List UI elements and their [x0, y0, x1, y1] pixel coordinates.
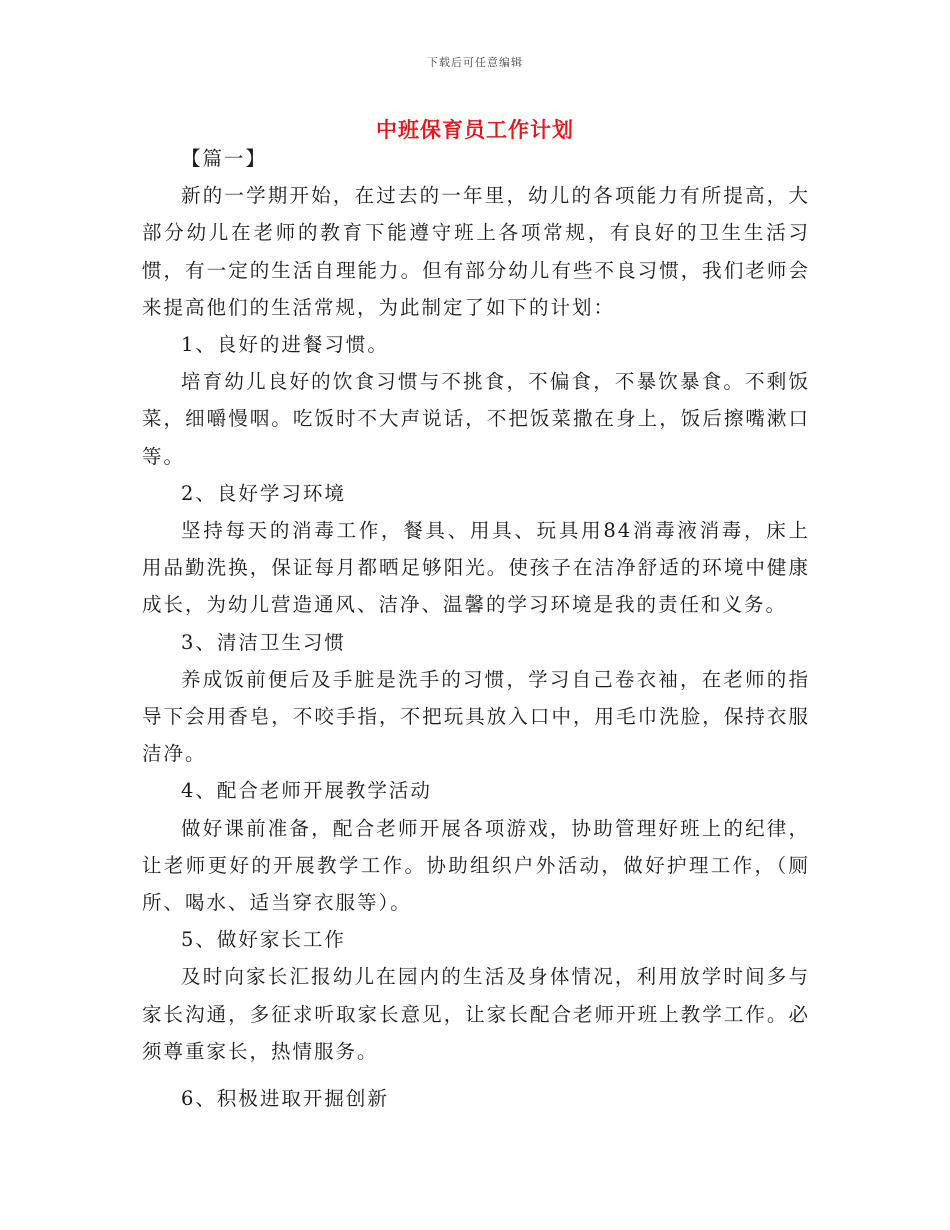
section-body-4: 做好课前准备，配合老师开展各项游戏，协助管理好班上的纪律，让老师更好的开展教学工作。协助组织户外活动，做好护理工作，（厕所、喝水、适当穿衣服等）。 [142, 816, 810, 915]
section-heading-2: 2、良好学习环境 [181, 481, 346, 505]
part-tag: 【篇一】 [181, 147, 268, 170]
intro-paragraph: 新的一学期开始，在过去的一年里，幼儿的各项能力有所提高，大部分幼儿在老师的教育下能遵守班上各项常规，有良好的卫生生活习惯，有一定的生活自理能力。但有部分幼儿有些不良习惯，我们老师会来提高他们的生活常规，为此制定了如下的计划： [142, 184, 810, 319]
section-body-1: 培育幼儿良好的饮食习惯与不挑食，不偏食，不暴饮暴食。不剩饭菜，细嚼慢咽。吃饭时不大声说话，不把饭菜撒在身上，饭后擦嘴漱口等。 [142, 370, 810, 468]
section-body-5: 及时向家长汇报幼儿在园内的生活及身体情况，利用放学时间多与家长沟通，多征求听取家长意见，让家长配合老师开班上教学工作。必须尊重家长，热情服务。 [142, 965, 810, 1063]
section-heading-5: 5、做好家长工作 [181, 928, 346, 952]
section-heading-6: 6、积极进取开掘创新 [181, 1087, 389, 1111]
section-body-2: 坚持每天的消毒工作，餐具、用具、玩具用84消毒液消毒，床上用品勤洗换，保证每月都晒足够阳光。使孩子在洁净舒适的环境中健康成长，为幼儿营造通风、洁净、温馨的学习环境是我的责任和义务。 [142, 519, 810, 617]
section-heading-1: 1、良好的进餐习惯。 [181, 333, 389, 357]
section-heading-4: 4、配合老师开展教学活动 [181, 779, 432, 803]
section-body-3: 养成饭前便后及手脏是洗手的习惯，学习自己卷衣袖，在老师的指导下会用香皂，不咬手指，不把玩具放入口中，用毛巾洗脸，保持衣服洁净。 [142, 667, 810, 766]
header-note: 下载后可任意编辑 [427, 56, 523, 69]
document-title: 中班保育员工作计划 [376, 117, 574, 142]
section-heading-3: 3、清洁卫生习惯 [181, 630, 346, 654]
document-body [142, 140, 810, 1117]
